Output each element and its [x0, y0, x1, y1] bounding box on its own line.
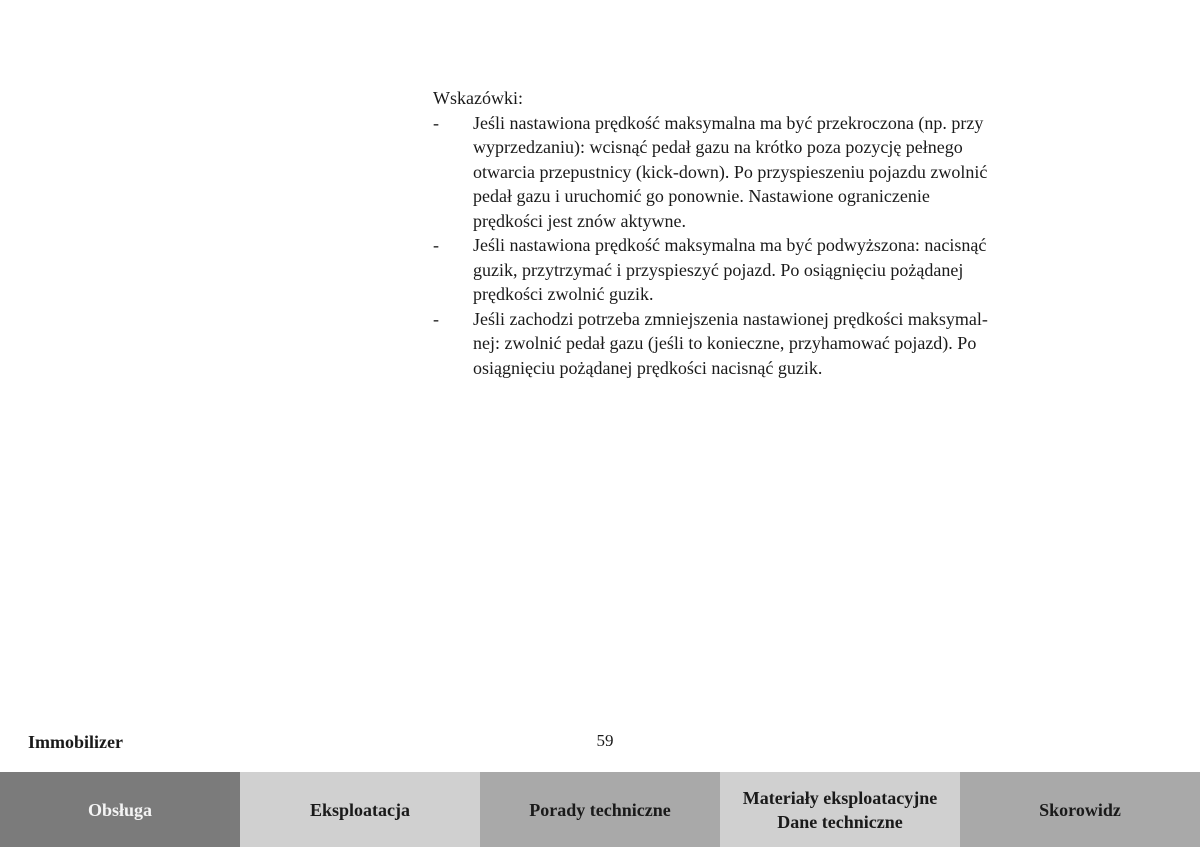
hint-line: prędkości jest znów aktywne.: [473, 210, 686, 231]
hint-line: pedał gazu i uruchomić go ponownie. Nastawione ograniczenie: [473, 186, 930, 206]
section-title: Immobilizer: [28, 732, 123, 752]
tab-obsluga[interactable]: [0, 772, 240, 847]
page-number: 59: [596, 731, 614, 750]
hint-line: guzik, przytrzymać i przyspieszyć pojazd. Po osiągnięciu pożądanej: [473, 259, 964, 280]
tab-skorowidz[interactable]: [960, 772, 1200, 847]
hint-item: [433, 111, 1063, 234]
hint-text: [473, 307, 1063, 381]
hint-line: nej: zwolnić pedał gazu (jeśli to konieczne, przyhamować pojazd). Po: [473, 333, 977, 353]
hint-bullet: -: [433, 112, 439, 133]
tab-label: Eksploatacja: [309, 799, 410, 820]
hint-item: [433, 233, 1063, 307]
bottom-nav: [0, 772, 1200, 847]
hint-line: prędkości zwolnić guzik.: [473, 284, 654, 304]
hint-line: wyprzedzaniu): wcisnąć pedał gazu na krótko poza pozycję pełnego: [473, 137, 963, 157]
tab-label-line-1: Materiały eksploatacyjne: [742, 787, 938, 808]
hint-item: [433, 307, 1063, 381]
hint-text: [473, 111, 1063, 234]
hint-bullet: -: [433, 308, 439, 329]
tab-porady-techniczne[interactable]: [480, 772, 720, 847]
hints-title: Wskazówki:: [433, 88, 523, 108]
tab-eksploatacja[interactable]: [240, 772, 480, 847]
hint-line: otwarcia przepustnicy (kick-down). Po przyspieszeniu pojazdu zwolnić: [473, 161, 988, 182]
tab-label: Obsługa: [87, 799, 153, 820]
hint-line: Jeśli nastawiona prędkość maksymalna ma być podwyższona: nacisnąć: [473, 235, 987, 255]
tab-label: Porady techniczne: [529, 799, 671, 820]
tab-materialy-eksploatacyjne[interactable]: [720, 772, 960, 847]
hints-block: [433, 86, 1063, 380]
tab-label-line-2: Dane techniczne: [777, 811, 903, 832]
hint-line: Jeśli nastawiona prędkość maksymalna ma być przekroczona (np. przy: [473, 112, 984, 133]
hint-line: Jeśli zachodzi potrzeba zmniejszenia nastawionej prędkości maksymal-: [473, 308, 988, 329]
hint-text: [473, 233, 1063, 307]
hint-bullet: -: [433, 235, 439, 255]
tab-label: Skorowidz: [1039, 799, 1121, 820]
hint-line: osiągnięciu pożądanej prędkości nacisnąć guzik.: [473, 357, 823, 378]
